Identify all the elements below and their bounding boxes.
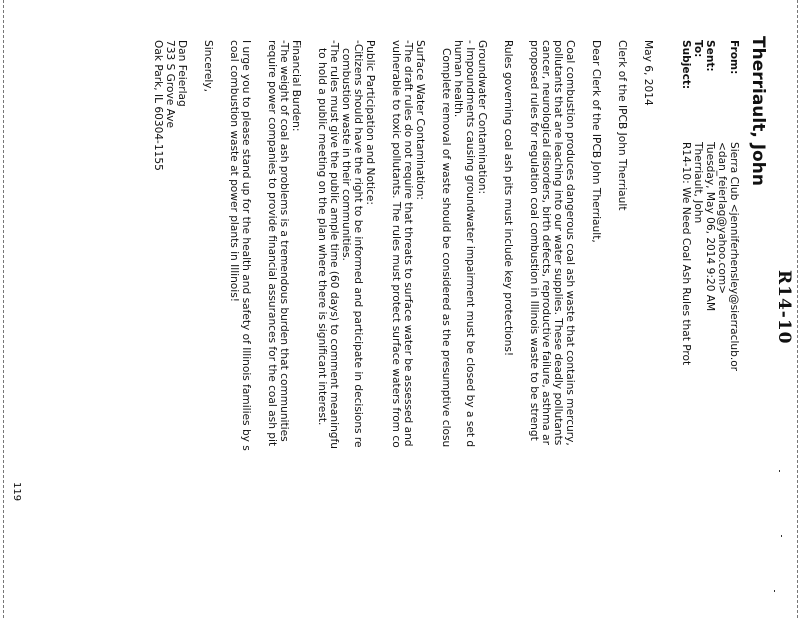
from-value: Sierra Club <jenniferhensley@sierraclub.or xyxy=(728,142,740,372)
public-participation-line: to hold a public meeting on the plan where there is significant interest. xyxy=(316,48,328,426)
intro-line: cancer, neurological disorders, birth defects, reproductive failure, asthma ar xyxy=(540,40,552,445)
signature-name: Dan Feierlag xyxy=(176,40,188,107)
signature-address: Oak Park, IL 60304-1155 xyxy=(152,40,164,171)
scan-edge-bottom xyxy=(3,0,4,618)
groundwater-line: human health. xyxy=(452,40,464,118)
intro-line: pollutants that are leaching into our water supplies. These deadly pollutants xyxy=(552,40,564,446)
public-participation-heading: Public Participation and Notice: xyxy=(364,40,376,205)
scan-edge-top xyxy=(797,0,798,618)
surface-water-line: -The draft rules do not require that threats to surface water be assessed and xyxy=(402,40,414,447)
closing-line: I urge you to please stand up for the health and safety of Illinois families by s xyxy=(240,40,252,451)
to-label: To: xyxy=(692,40,704,58)
public-participation-line: -The rules must give the public ample time (60 days) to comment meaningfu xyxy=(328,40,340,449)
intro-line: Coal combustion produces dangerous coal ash waste that contains mercury, xyxy=(564,40,576,446)
scan-speck xyxy=(779,470,780,472)
subject-label: Subject: xyxy=(680,40,692,90)
subject-value: R14-10: We Need Coal Ash Rules that Prot xyxy=(680,142,692,366)
from-label: From: xyxy=(728,40,740,75)
financial-burden-line: require power companies to provide financial assurances for the coal ash pit xyxy=(266,40,278,447)
recipient-line: Clerk of the IPCB John Therriault xyxy=(616,40,628,211)
surface-water-line: vulnerable to toxic pollutants. The rules must protect surface waters from co xyxy=(390,40,402,448)
groundwater-heading: Groundwater Contamination: xyxy=(476,40,488,195)
scan-speck xyxy=(781,535,782,537)
financial-burden-heading: Financial Burden: xyxy=(290,40,302,132)
sign-off: Sincerely, xyxy=(202,40,214,92)
sender-name: Therriault, John xyxy=(748,36,768,186)
page-number: 119 xyxy=(11,482,22,502)
sent-value: Tuesday, May 06, 2014 9:20 AM xyxy=(704,142,716,312)
sent-label: Sent: xyxy=(704,40,716,72)
public-participation-line: -Citizens should have the right to be informed and participate in decisions re xyxy=(352,40,364,448)
docket-number: R14-10 xyxy=(774,270,794,345)
rules-intro: Rules governing coal ash pits must include key protections! xyxy=(502,40,514,357)
to-value: Therriault, John xyxy=(692,142,704,224)
financial-burden-line: -The weight of coal ash problems is a tremendous burden that communities xyxy=(278,40,290,442)
from-value-email: <dan_feierlag@yahoo.com> xyxy=(716,142,728,295)
letter-date: May 6, 2014 xyxy=(642,40,654,106)
intro-line: proposed rules for regulation coal combustion in Illinois waste to be strengt xyxy=(528,40,540,441)
groundwater-line: - Impoundments causing groundwater impairment must be closed by a set d xyxy=(464,40,476,448)
scan-speck xyxy=(774,590,775,592)
closing-line: coal combustion waste at power plants in Illinois! xyxy=(228,40,240,302)
salutation: Dear Clerk of the IPCB John Therriault, xyxy=(590,40,602,243)
public-participation-line: combustion waste in their communities. xyxy=(340,48,352,261)
signature-address: 733 S Grove Ave xyxy=(164,40,176,129)
groundwater-line: Complete removal of waste should be considered as the presumptive closu xyxy=(440,48,452,448)
surface-water-heading: Surface Water Contamination: xyxy=(414,40,426,200)
